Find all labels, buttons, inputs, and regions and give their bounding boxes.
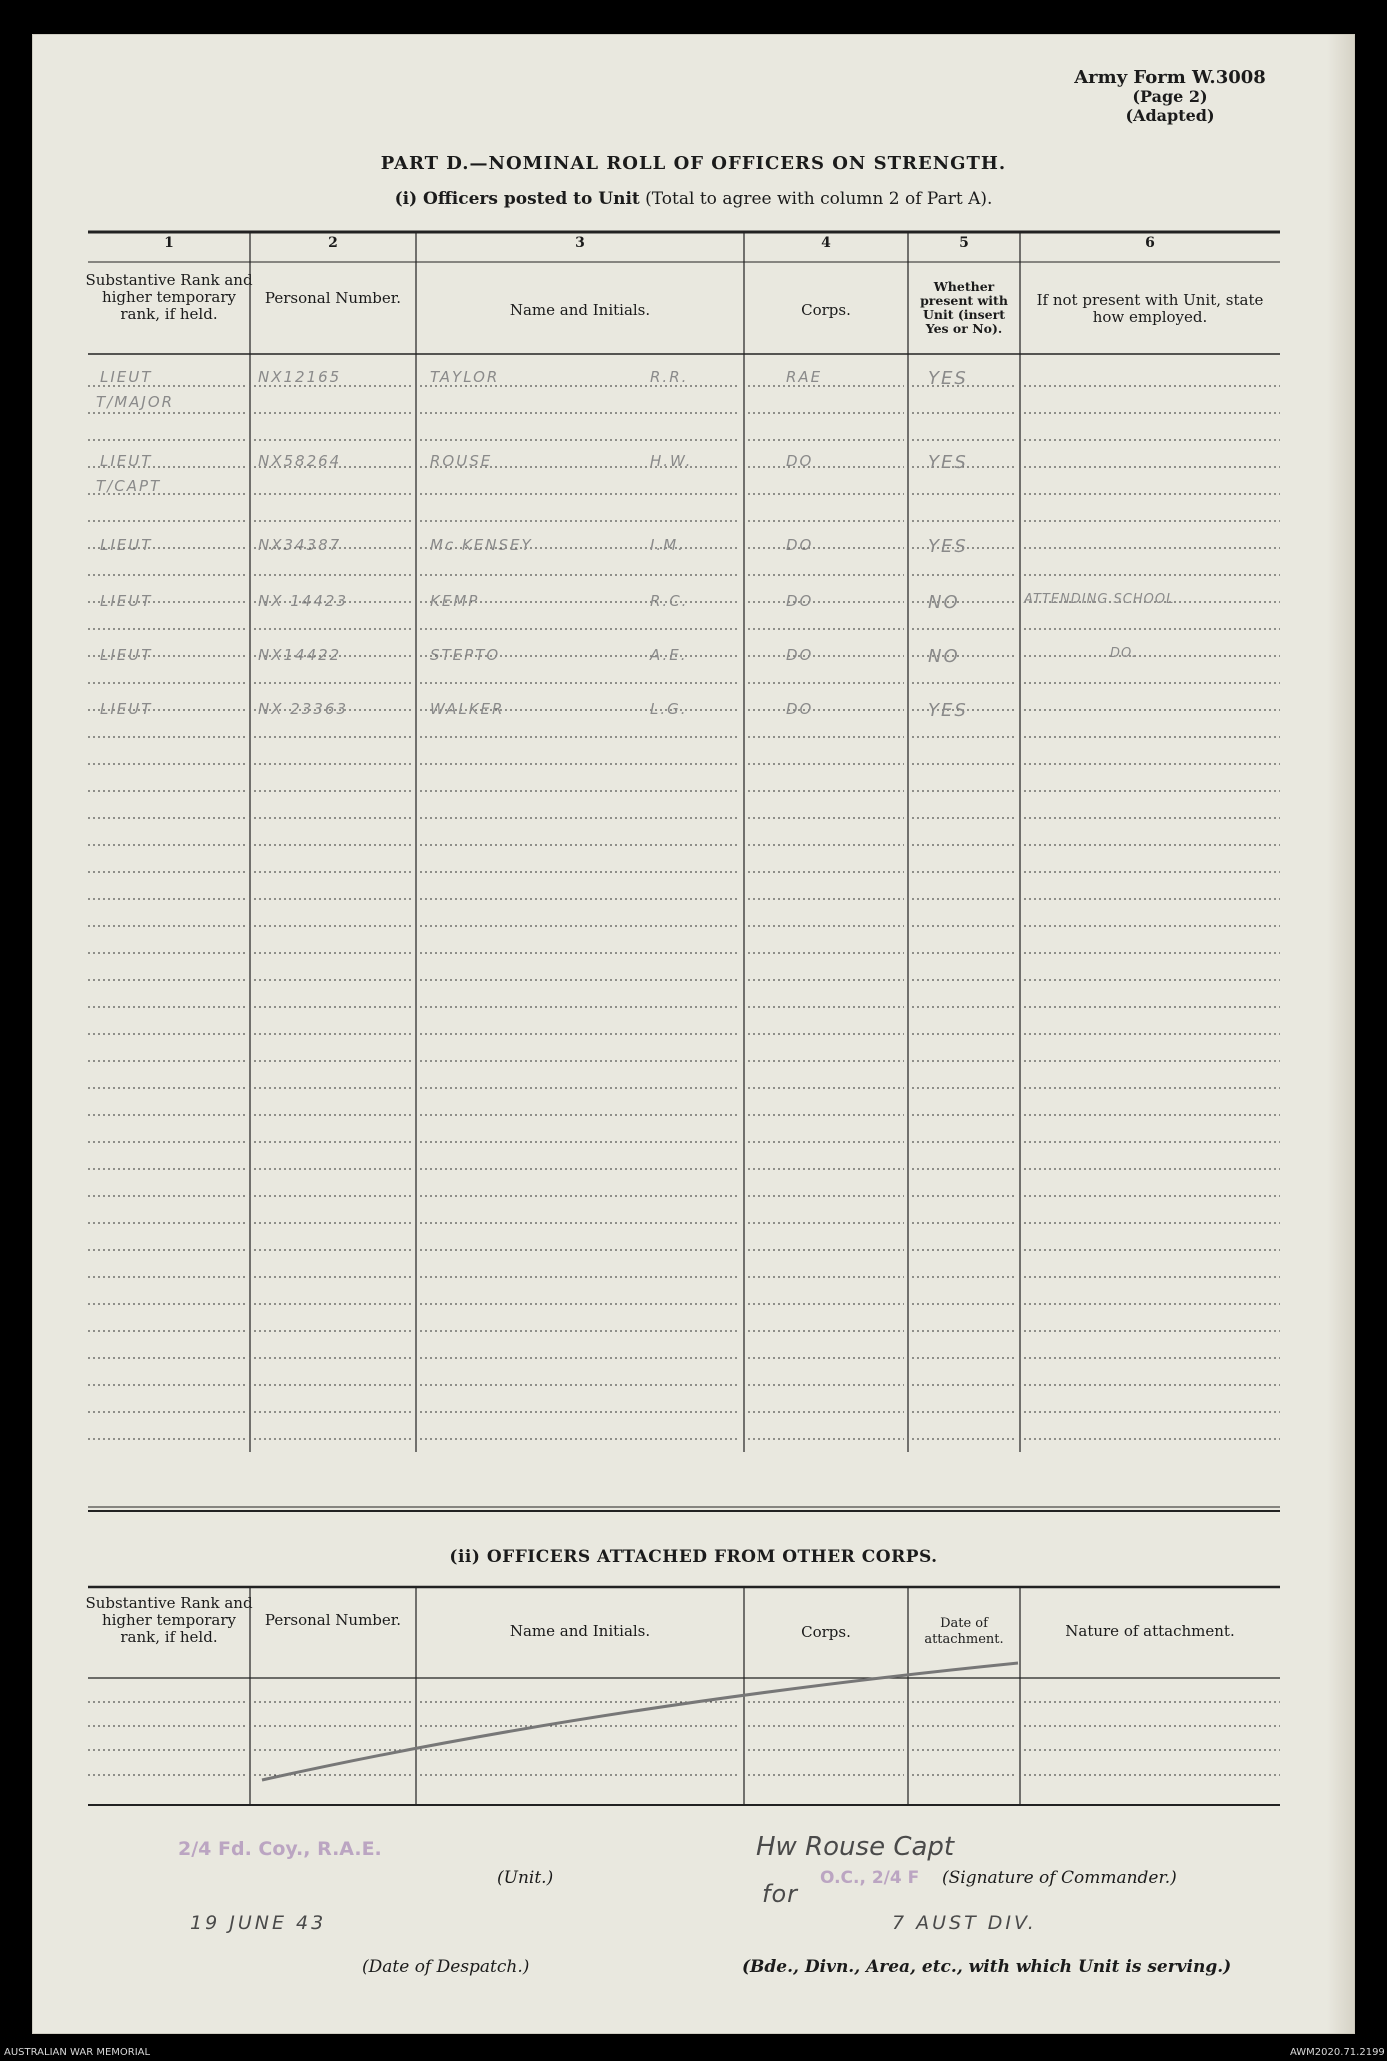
- col-header-name: Name and Initials.: [509, 301, 651, 319]
- officer-number: NX34387: [258, 536, 342, 554]
- officer-present: NO: [928, 592, 960, 613]
- officer-surname: STEPTO: [430, 646, 501, 664]
- officer-surname: KEMP: [430, 592, 480, 610]
- officer-present: YES: [928, 452, 968, 473]
- officer-surname: TAYLOR: [430, 368, 500, 386]
- form-page: (Page 2): [1132, 87, 1208, 106]
- officer-corps: RAE: [786, 368, 823, 386]
- officer-initials: I.M.: [650, 536, 685, 554]
- officer-surname: Mc KENSEY: [430, 536, 533, 554]
- officer-initials: R.R.: [650, 368, 689, 386]
- part-d-subtitle-bold: (i) Officers posted to Unit: [394, 189, 640, 209]
- part-d-title: PART D.—NOMINAL ROLL OF OFFICERS ON STRENGTH.: [380, 153, 1007, 174]
- officer-number: NX 23363: [258, 700, 348, 718]
- part-ii-header-corps: Corps.: [801, 1623, 851, 1641]
- part-d-subtitle-rest: (Total to agree with column 2 of Part A).: [639, 189, 993, 209]
- despatch-date: 19 JUNE 43: [190, 1912, 327, 1934]
- officer-rank: LIEUT: [100, 646, 153, 664]
- officer-rank: LIEUT: [100, 368, 153, 386]
- officer-surname: ROUSE: [430, 452, 493, 470]
- col-num-2: 2: [328, 235, 338, 251]
- officer-initials: R.C.: [650, 592, 689, 610]
- archive-id: AWM2020.71.2199: [1290, 2047, 1385, 2058]
- signature-for: for: [762, 1880, 798, 1908]
- col-num-5: 5: [959, 235, 969, 251]
- unit-label: (Unit.): [497, 1868, 554, 1888]
- col-num-1: 1: [164, 235, 174, 251]
- col-num-6: 6: [1145, 235, 1155, 251]
- officer-rank: LIEUT: [100, 536, 153, 554]
- col-header-employed: If not present with Unit, state how employed.: [1036, 291, 1264, 326]
- officer-number: NX 14423: [258, 592, 348, 610]
- officer-temp-rank: T/CAPT: [96, 477, 162, 495]
- officer-number: NX12165: [258, 368, 342, 386]
- unit-stamp: 2/4 Fd. Coy., R.A.E.: [178, 1838, 382, 1860]
- officer-number: NX14422: [258, 646, 342, 664]
- officer-present: YES: [928, 700, 968, 721]
- officer-corps: DO: [786, 452, 814, 470]
- part-ii-title: (ii) OFFICERS ATTACHED FROM OTHER CORPS.: [449, 1547, 938, 1567]
- officer-employed: ATTENDING SCHOOL: [1024, 592, 1175, 607]
- officer-present: YES: [928, 368, 968, 389]
- officer-number: NX58264: [258, 452, 342, 470]
- col-header-corps: Corps.: [801, 301, 851, 319]
- officer-corps: DO: [786, 592, 814, 610]
- col-header-present: Whether present with Unit (insert Yes or No).: [920, 279, 1008, 336]
- despatch-date-label: (Date of Despatch.): [362, 1957, 530, 1977]
- col-header-rank: Substantive Rank and higher temporary rank, if held.: [85, 271, 253, 323]
- oc-stamp: O.C., 2/4 F: [820, 1868, 920, 1888]
- part-ii-header-date: Date of attachment.: [924, 1616, 1004, 1647]
- part-ii-header-name: Name and Initials.: [509, 1622, 651, 1640]
- officer-corps: DO: [786, 646, 814, 664]
- officer-initials: A.E.: [650, 646, 688, 664]
- officer-present: NO: [928, 646, 960, 667]
- officer-rank: LIEUT: [100, 592, 153, 610]
- officer-corps: DO: [786, 700, 814, 718]
- officer-employed: DO.: [1110, 646, 1137, 661]
- officer-rank: LIEUT: [100, 452, 153, 470]
- signature-label: (Signature of Commander.): [942, 1868, 1177, 1888]
- col-num-4: 4: [821, 235, 831, 251]
- part-ii-header-personal: Personal Number.: [264, 1611, 402, 1629]
- cancel-stroke: [262, 1663, 1018, 1780]
- part-ii-header-nature: Nature of attachment.: [1065, 1622, 1235, 1640]
- commander-signature: Hw Rouse Capt: [756, 1832, 955, 1862]
- officer-initials: H.W.: [650, 452, 693, 470]
- officer-surname: WALKER: [430, 700, 505, 718]
- officer-present: YES: [928, 536, 968, 557]
- archive-credit: AUSTRALIAN WAR MEMORIAL: [4, 2047, 151, 2058]
- part-ii-header-rank: Substantive Rank and higher temporary rank, if held.: [85, 1594, 253, 1646]
- officer-corps: DO: [786, 536, 814, 554]
- form-title: Army Form W.3008: [1074, 67, 1266, 88]
- officer-rank: LIEUT: [100, 700, 153, 718]
- division-label: (Bde., Divn., Area, etc., with which Unit is serving.): [742, 1957, 1232, 1977]
- officer-temp-rank: T/MAJOR: [96, 393, 175, 411]
- col-num-3: 3: [575, 235, 585, 251]
- officer-initials: L.G.: [650, 700, 688, 718]
- col-header-personal: Personal Number.: [264, 289, 402, 307]
- form-adapted: (Adapted): [1125, 106, 1215, 125]
- division-handwritten: 7 AUST DIV.: [892, 1912, 1037, 1934]
